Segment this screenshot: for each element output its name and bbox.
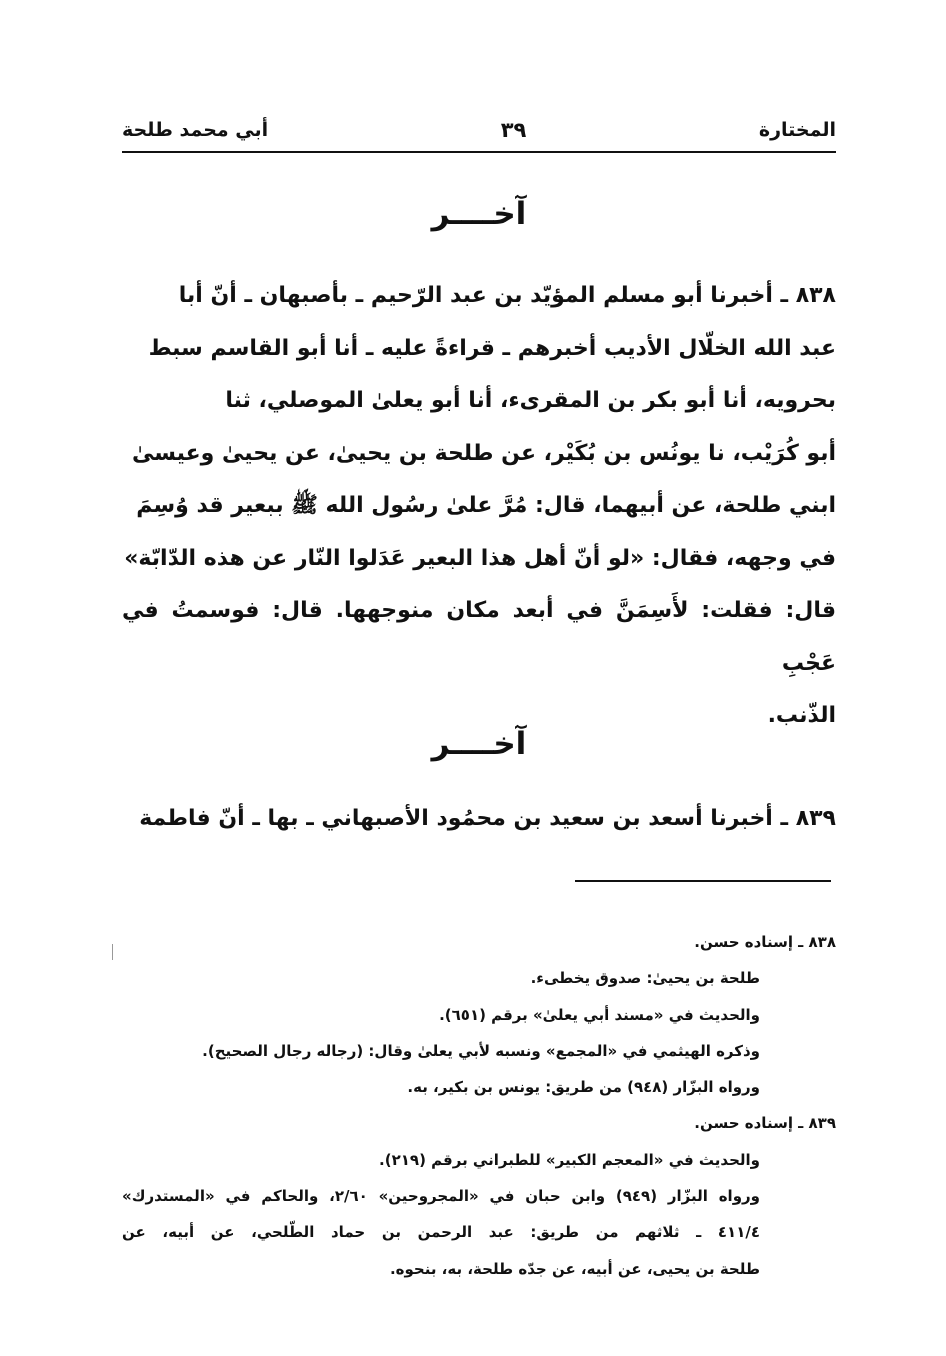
text-line: عبد الله الخلّال الأديب أخبرهم ـ قراءةً عليه ـ أنا أبو القاسم سبط — [148, 335, 836, 361]
text-line: ٨٣٩ ـ أخبرنا أسعد بن سعيد بن محمُود الأصبهاني ـ بها ـ أنّ فاطمة — [139, 806, 836, 831]
footnote-line: طلحة بن يحيى، عن أبيه، عن جدّه طلحة، به، بنحوه. — [389, 1259, 760, 1278]
hadith-839-text — [122, 793, 836, 846]
footnote-separator — [575, 880, 831, 882]
footnote-line: والحديث في «مسند أبي يعلىٰ» برقم (٦٥١). — [439, 1005, 760, 1024]
text-line: الذّنب. — [767, 703, 836, 728]
footnote-line: ٤١١/٤ ـ ثلاثهم من طريق: عبد الرحمن بن حماد الطّلحي، عن أبيه، عن — [122, 1223, 760, 1242]
text-line: قال: فقلت: لأَسِمَنَّ في أبعد مكان منوجهها. قال: فوسمتُ في عَجْبِ — [122, 598, 836, 676]
header-book-title: المختارة — [758, 119, 836, 141]
footnotes — [122, 924, 836, 1287]
page-number: ٣٩ — [500, 118, 527, 142]
footnote-line: وذكره الهيثمي في «المجمع» ونسبه لأبي يعلىٰ وقال: (رجاله رجال الصحيح). — [202, 1041, 760, 1060]
footnote-line: ورواه البزّار (٩٤٨) من طريق: يونس بن بكير، به. — [407, 1078, 760, 1097]
running-header — [122, 110, 836, 150]
footnote-line: والحديث في «المعجم الكبير» للطبراني برقم (٢١٩). — [379, 1150, 760, 1169]
text-line: أبو كُرَيْب، نا يونُس بن بُكَيْر، عن طلحة بن يحيىٰ، عن يحيىٰ وعيسىٰ — [132, 440, 836, 466]
text-line: ابني طلحة، عن أبيهما، قال: مُرَّ علىٰ رسُول الله ﷺ ببعير قد وُسِمَ — [136, 493, 836, 518]
text-line: ٨٣٨ ـ أخبرنا أبو مسلم المؤيّد بن عبد الرّحيم ـ بأصبهان ـ أنّ أبا — [178, 283, 836, 308]
text-line: في وجهه، فقال: «لو أنّ أهل هذا البعير عَدَلوا النّار عن هذه الدّابّة» — [124, 545, 836, 571]
text-line: بحرويه، أنا أبو بكر بن المقرىء، أنا أبو يعلىٰ الموصلي، ثنا — [225, 388, 836, 413]
footnote-line: ٨٣٨ ـ إسناده حسن. — [694, 933, 836, 951]
footnote-line: ٨٣٩ ـ إسناده حسن. — [694, 1114, 836, 1133]
header-section-title: أبي محمد طلحة — [122, 119, 269, 141]
section-heading-2: آخــــر — [431, 726, 527, 762]
footnote-line: طلحة بن يحيىٰ: صدوق يخطىء. — [530, 969, 760, 988]
hadith-838-text — [122, 270, 836, 743]
header-rule — [122, 151, 836, 153]
footnote-line: ورواه البزّار (٩٤٩) وابن حبان في «المجروحين» ٢/٦٠، والحاكم في «المستدرك» — [122, 1187, 760, 1206]
scan-mark — [112, 944, 113, 960]
section-heading-1: آخــــر — [431, 196, 527, 232]
